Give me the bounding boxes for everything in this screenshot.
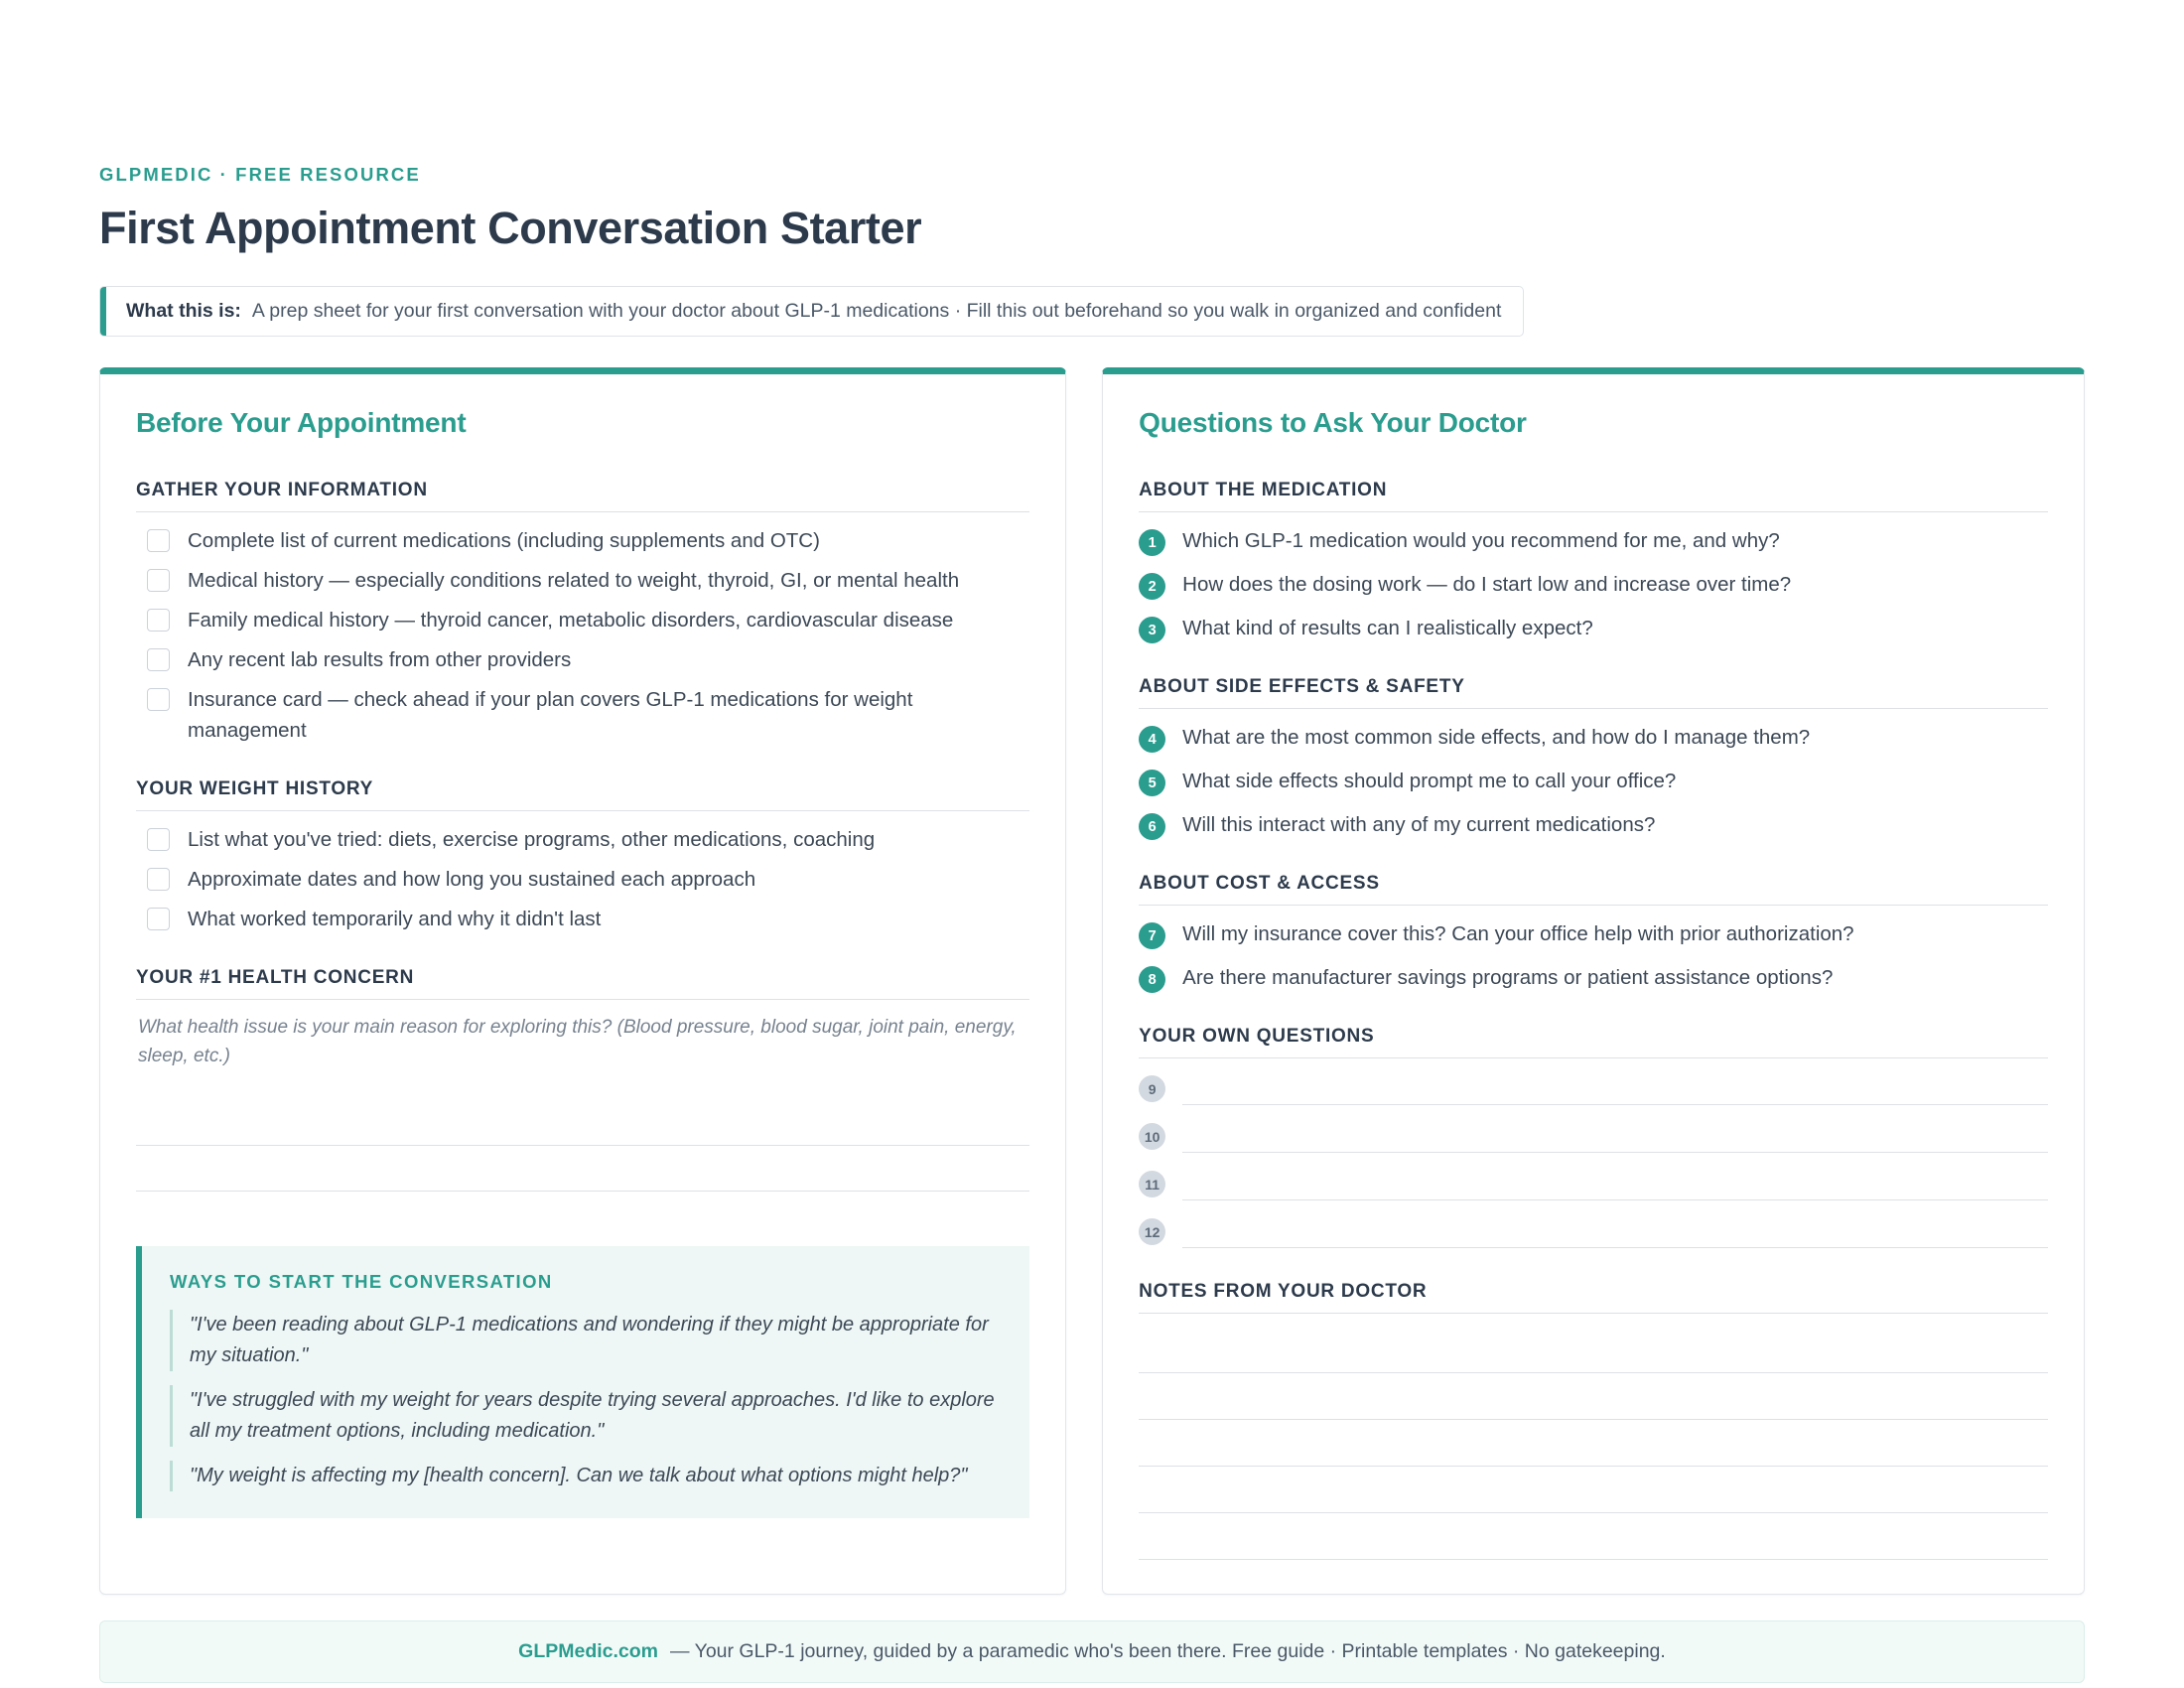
checkbox-icon[interactable] [147,908,170,930]
own-questions-list [1139,1071,2048,1248]
footer-tagline: — Your GLP-1 journey, guided by a paramedic who's been there. Free guide · Printable templates · No gatekeeping. [670,1640,1666,1662]
question-number-badge: 5 [1139,770,1165,796]
checkbox-icon[interactable] [147,569,170,592]
left-panel-title: Before Your Appointment [136,407,467,438]
question-row [1139,962,2048,993]
conversation-quote: "My weight is affecting my [health concern]. Can we talk about what options might help?" [170,1461,1002,1491]
checklist-item-label: Any recent lab results from other providers [188,648,572,671]
question-number-badge: 1 [1139,529,1165,556]
question-list-cost-access [1139,918,2048,993]
section-heading-cost-access: ABOUT COST & ACCESS [1139,873,2048,906]
checklist-item-label: Approximate dates and how long you sustained each approach [188,868,756,891]
conversation-quote: "I've been reading about GLP-1 medications and wondering if they might be appropriate for my situation." [170,1310,1002,1371]
page-title: First Appointment Conversation Starter [99,203,922,253]
page-footer [99,1620,2085,1683]
checkbox-icon[interactable] [147,529,170,552]
doctor-notes-write-line[interactable] [1139,1467,2048,1513]
checklist-item-label: Insurance card — check ahead if your plan covers GLP-1 medications for weight management [188,688,913,742]
question-text: Will my insurance cover this? Can your office help with prior authorization? [1182,922,1854,945]
checkbox-icon[interactable] [147,648,170,671]
question-number-badge: 3 [1139,617,1165,643]
what-this-is-label: What this is: [126,300,241,322]
own-question-write-line[interactable] [1182,1119,2048,1153]
section-heading-weight-history: YOUR WEIGHT HISTORY [136,778,1029,811]
checklist-item[interactable] [136,904,1029,934]
checkbox-icon[interactable] [147,609,170,632]
checklist-item-label: Complete list of current medications (including supplements and OTC) [188,529,820,552]
checkbox-icon[interactable] [147,868,170,891]
page-header [99,164,2085,337]
question-number-badge: 10 [1139,1123,1165,1150]
own-question-write-line[interactable] [1182,1071,2048,1105]
section-heading-about-medication: ABOUT THE MEDICATION [1139,480,2048,512]
conversation-starters-callout [136,1246,1029,1518]
checklist-item[interactable] [136,565,1029,596]
checklist-weight-history [136,824,1029,934]
question-row [1139,569,2048,600]
question-row [1139,918,2048,949]
conversation-quote: "I've struggled with my weight for years despite trying several approaches. I'd like to explore all my treatment options, including medication." [170,1385,1002,1447]
own-question-row[interactable] [1139,1214,2048,1248]
question-row [1139,809,2048,840]
checklist-item-label: Family medical history — thyroid cancer, metabolic disorders, cardiovascular disease [188,609,954,632]
eyebrow-label: GLPMEDIC · FREE RESOURCE [99,164,421,185]
what-this-is-banner [99,286,1524,337]
doctor-notes-lines [1139,1327,2048,1560]
question-list-medication [1139,525,2048,643]
questions-panel [1102,367,2085,1595]
question-row [1139,525,2048,556]
doctor-notes-write-line[interactable] [1139,1513,2048,1560]
question-text: How does the dosing work — do I start low and increase over time? [1182,573,1792,596]
callout-title: WAYS TO START THE CONVERSATION [170,1271,553,1292]
section-heading-doctor-notes: NOTES FROM YOUR DOCTOR [1139,1281,2048,1314]
right-panel-title: Questions to Ask Your Doctor [1139,407,1527,438]
question-text: Are there manufacturer savings programs or patient assistance options? [1182,966,1834,989]
checklist-item-label: List what you've tried: diets, exercise programs, other medications, coaching [188,828,876,851]
checklist-item-label: What worked temporarily and why it didn't last [188,908,602,930]
checklist-item-label: Medical history — especially conditions related to weight, thyroid, GI, or mental health [188,569,960,592]
accent-bar [100,287,106,336]
question-number-badge: 9 [1139,1075,1165,1102]
question-text: What side effects should prompt me to call your office? [1182,770,1677,792]
question-number-badge: 7 [1139,922,1165,949]
health-concern-prompt: What health issue is your main reason for exploring this? (Blood pressure, blood sugar, joint pain, energy, sleep, etc.) [138,1017,1017,1066]
checklist-item[interactable] [136,864,1029,895]
before-appointment-panel [99,367,1066,1595]
question-text: What are the most common side effects, and how do I manage them? [1182,726,1811,749]
question-text: Which GLP-1 medication would you recommend for me, and why? [1182,529,1780,552]
question-row [1139,722,2048,753]
question-number-badge: 12 [1139,1218,1165,1245]
health-concern-write-line[interactable] [136,1146,1029,1192]
doctor-notes-write-line[interactable] [1139,1420,2048,1467]
checklist-item[interactable] [136,605,1029,635]
own-question-write-line[interactable] [1182,1214,2048,1248]
question-row [1139,613,2048,643]
question-number-badge: 2 [1139,573,1165,600]
checklist-item[interactable] [136,684,1029,746]
checklist-item[interactable] [136,525,1029,556]
question-list-side-effects [1139,722,2048,840]
health-concern-write-line[interactable] [136,1100,1029,1146]
question-number-badge: 11 [1139,1171,1165,1197]
question-number-badge: 8 [1139,966,1165,993]
section-heading-side-effects: ABOUT SIDE EFFECTS & SAFETY [1139,676,2048,709]
checklist-gather-info [136,525,1029,746]
section-heading-gather-info: GATHER YOUR INFORMATION [136,480,1029,512]
checklist-item[interactable] [136,644,1029,675]
checkbox-icon[interactable] [147,688,170,711]
own-question-row[interactable] [1139,1071,2048,1105]
own-question-row[interactable] [1139,1167,2048,1200]
question-number-badge: 4 [1139,726,1165,753]
panels-container [99,367,2085,1595]
question-text: What kind of results can I realistically expect? [1182,617,1593,639]
footer-brand-link[interactable]: GLPMedic.com [518,1640,659,1662]
question-text: Will this interact with any of my current medications? [1182,813,1656,836]
question-row [1139,766,2048,796]
what-this-is-text: A prep sheet for your first conversation with your doctor about GLP-1 medications · Fill this out beforehand so you walk in organized and confident [251,300,1502,322]
checklist-item[interactable] [136,824,1029,855]
own-question-row[interactable] [1139,1119,2048,1153]
own-question-write-line[interactable] [1182,1167,2048,1200]
checkbox-icon[interactable] [147,828,170,851]
section-heading-own-questions: YOUR OWN QUESTIONS [1139,1026,2048,1058]
section-heading-health-concern: YOUR #1 HEALTH CONCERN [136,967,1029,1000]
question-number-badge: 6 [1139,813,1165,840]
doctor-notes-write-line[interactable] [1139,1373,2048,1420]
doctor-notes-write-line[interactable] [1139,1327,2048,1373]
